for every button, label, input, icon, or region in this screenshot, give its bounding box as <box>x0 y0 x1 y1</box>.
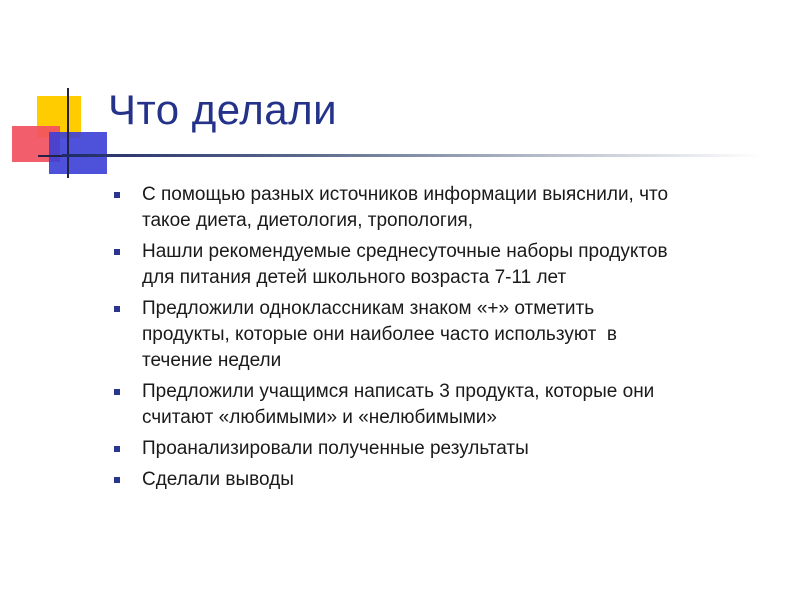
bullet-item <box>112 182 772 234</box>
bullet-text-line: Сделали выводы <box>142 469 294 490</box>
bullet-text-line: такое диета, диетология, тропология, <box>142 210 474 231</box>
bullet-list <box>112 182 772 498</box>
bullet-text-line: течение недели <box>142 350 282 371</box>
bullet-text-line: продукты, которые они наиболее часто используют в <box>142 324 618 345</box>
bullet-text-line: С помощью разных источников информации выяснили, что <box>142 184 669 205</box>
logo-square-blue-icon <box>49 132 107 174</box>
logo-vertical-line <box>67 88 69 178</box>
bullet-text-line: Предложили учащимся написать 3 продукта, которые они <box>142 381 655 402</box>
title-divider <box>62 154 762 157</box>
bullet-item <box>112 296 772 374</box>
bullet-text-line: для питания детей школьного возраста 7-11 лет <box>142 267 567 288</box>
bullet-square-icon <box>114 446 120 452</box>
bullet-square-icon <box>114 249 120 255</box>
bullet-square-icon <box>114 389 120 395</box>
bullet-square-icon <box>114 306 120 312</box>
bullet-text-line: Нашли рекомендуемые среднесуточные наборы продуктов <box>142 241 668 262</box>
bullet-item <box>112 467 772 493</box>
bullet-text-line: считают «любимыми» и «нелюбимыми» <box>142 407 497 428</box>
bullet-square-icon <box>114 192 120 198</box>
bullet-square-icon <box>114 477 120 483</box>
bullet-text-line: Предложили одноклассникам знаком «+» отметить <box>142 298 595 319</box>
bullet-item <box>112 379 772 431</box>
bullet-text-line: Проанализировали полученные результаты <box>142 438 529 459</box>
bullet-item <box>112 239 772 291</box>
slide-title: Что делали <box>108 86 338 133</box>
bullet-item <box>112 436 772 462</box>
